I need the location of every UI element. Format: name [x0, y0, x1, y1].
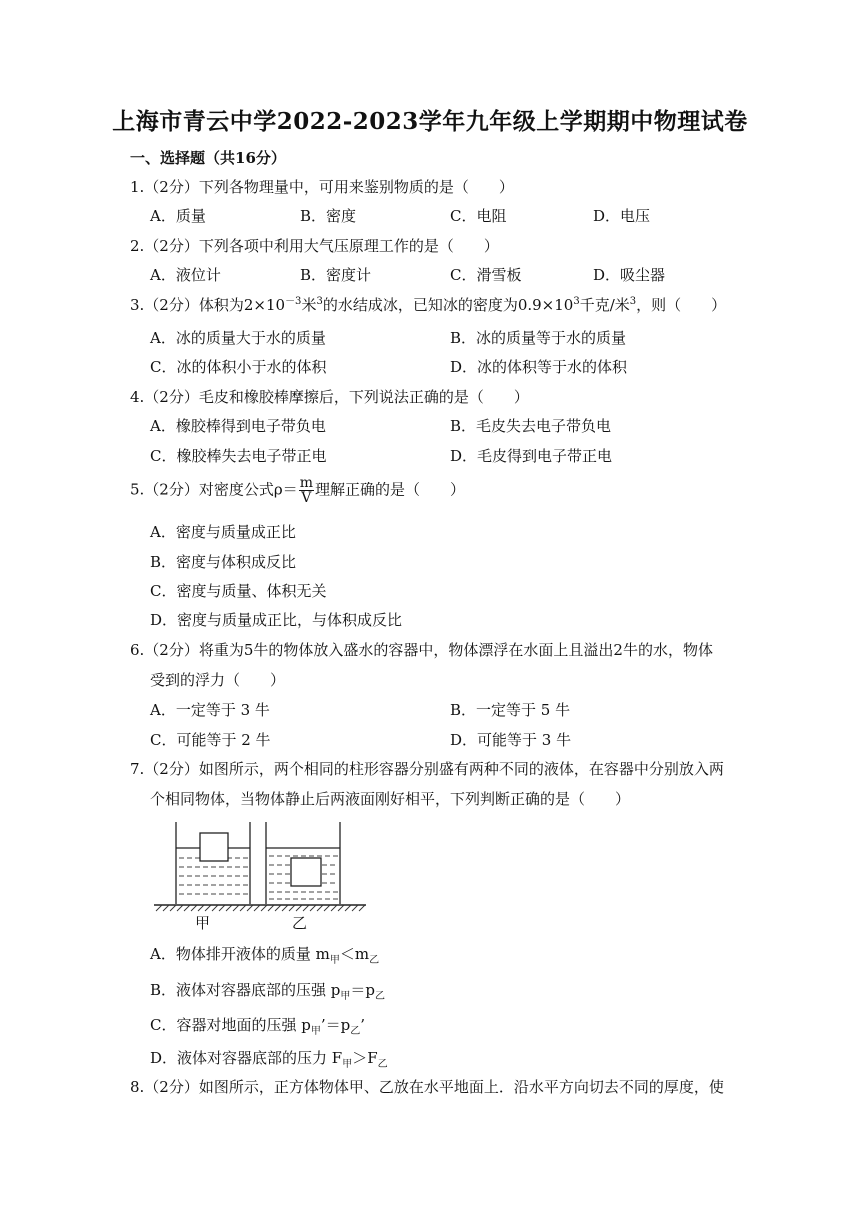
question-6-option-a: A．一定等于 3 牛	[150, 701, 270, 719]
question-2-option-a: A．液位计	[150, 266, 221, 284]
exam-title: 上海市青云中学2022-2023学年九年级上学期期中物理试卷	[112, 108, 748, 135]
question-8-stem-line-1: 8.（2分）如图所示，正方体物体甲、乙放在水平地面上．沿水平方向切去不同的厚度，使	[130, 1078, 724, 1096]
question-7-option-d: D．液体对容器底部的压力 $F_甲>F_乙$	[150, 1049, 388, 1070]
question-7-option-b: B．液体对容器底部的压强 $p_甲=p_乙$	[150, 981, 386, 1002]
question-1-option-d: D．电压	[593, 207, 651, 225]
question-7-stem-line-1: 7.（2分）如图所示，两个相同的柱形容器分别盛有两种不同的液体，在容器中分别放入两	[130, 760, 724, 778]
question-6-option-b: B．一定等于 5 牛	[450, 701, 571, 719]
question-1-option-c: C．电阻	[450, 207, 507, 225]
question-2-option-d: D．吸尘器	[593, 266, 666, 284]
question-1-stem: 1.（2分）下列各物理量中，可用来鉴别物质的是（ ）	[130, 178, 514, 196]
question-5-option-b: B．密度与体积成反比	[150, 553, 297, 571]
question-4-option-a: A．橡胶棒得到电子带负电	[150, 417, 326, 435]
question-5-option-d: D．密度与质量成正比，与体积成反比	[150, 611, 403, 629]
question-2-option-b: B．密度计	[300, 266, 372, 284]
question-3-option-d: D．冰的体积等于水的体积	[450, 358, 628, 376]
figure-label-right: 乙	[292, 914, 308, 932]
question-3-option-c: C．冰的体积小于水的体积	[150, 358, 327, 376]
question-6-option-d: D．可能等于 3 牛	[450, 731, 572, 749]
question-6-option-c: C．可能等于 2 牛	[150, 731, 271, 749]
question-7-option-a: A．物体排开液体的质量 $m_甲<m_乙$	[150, 945, 380, 966]
question-4-option-d: D．毛皮得到电子带正电	[450, 447, 613, 465]
question-1-option-a: A．质量	[150, 207, 206, 225]
question-4-option-c: C．橡胶棒失去电子带正电	[150, 447, 327, 465]
question-5-option-a: A．密度与质量成正比	[150, 523, 296, 541]
question-6-stem-line-2: 受到的浮力（ ）	[150, 671, 286, 689]
density-formula-fraction: $\frac{m}{V}$	[299, 475, 313, 506]
containers-figure	[150, 818, 372, 940]
question-7-option-c: C．容器对地面的压强 $p_甲’=p_乙$’	[150, 1016, 366, 1037]
question-4-option-b: B．毛皮失去电子带负电	[450, 417, 612, 435]
question-5-option-c: C．密度与质量、体积无关	[150, 582, 327, 600]
question-4-stem: 4.（2分）毛皮和橡胶棒摩擦后，下列说法正确的是（ ）	[130, 388, 529, 406]
question-7-stem-line-2: 个相同物体，当物体静止后两液面刚好相平，下列判断正确的是（ ）	[150, 790, 631, 808]
question-3-option-b: B．冰的质量等于水的质量	[450, 329, 627, 347]
question-2-stem: 2.（2分）下列各项中利用大气压原理工作的是（ ）	[130, 237, 499, 255]
question-1-option-b: B．密度	[300, 207, 357, 225]
question-5-stem: 5.（2分）对密度公式ρ＝ $\frac{m}{V}$ 理解正确的是（ ）	[130, 475, 465, 506]
question-3-option-a: A．冰的质量大于水的质量	[150, 329, 326, 347]
question-2-option-c: C．滑雪板	[450, 266, 522, 284]
figure-label-left: 甲	[195, 914, 211, 932]
question-3-stem: 3.（2分）体积为$2\times 10^{-3}$米$^3$的水结成冰，已知冰的密度为$0.9\times 10^3$千克/米$^3$，则（ ）	[130, 296, 727, 314]
question-6-stem-line-1: 6.（2分）将重为5牛的物体放入盛水的容器中，物体漂浮在水面上且溢出2牛的水，物体	[130, 641, 713, 659]
section-heading: 一、选择题（共16分）	[130, 149, 286, 167]
